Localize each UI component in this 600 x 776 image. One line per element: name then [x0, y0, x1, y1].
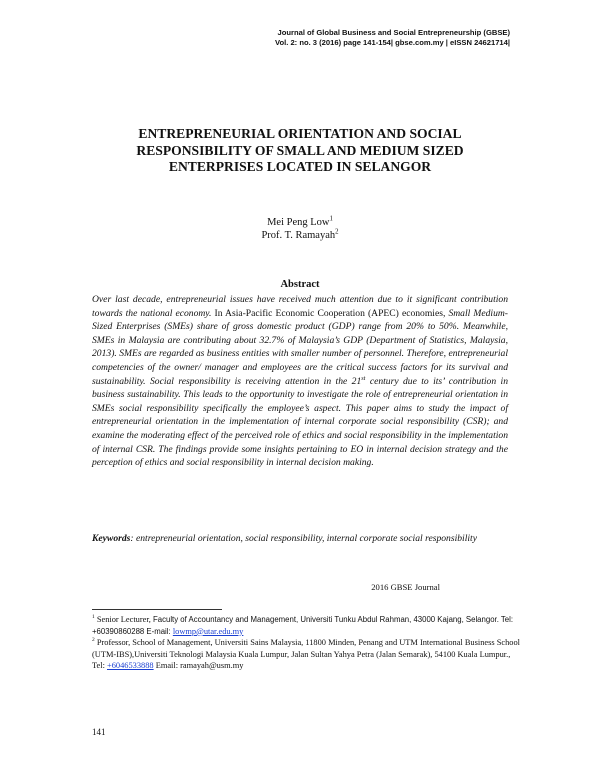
keywords-text: : entrepreneurial orientation, social responsibility, internal corporate social responsibility — [130, 533, 477, 544]
abstract-text-3: century due to its’ contribution in business sustainability. This leads to the opportunity to investigate the role of entrepreneurial orientation in SMEs social responsibility specifically the employee’s aspect. This paper aims to study the impact of entrepreneurial orientation in the implementation of internal corporate social responsibility (CSR); and examine the moderating effect of the perceived role of ethics and social responsibility in the implementation of internal CSR. The findings provide some insights pertaining to EO in internal decision strategy and the perception of ethics and social responsibility in internal decision making. — [92, 375, 508, 469]
author-footnote-mark[interactable]: 2 — [335, 228, 339, 236]
footnote-2-text-b: Email: ramayah@usm.my — [153, 661, 244, 671]
footnote-1-text-a: Senior Lecturer, — [94, 615, 153, 624]
journal-volume-info: Vol. 2: no. 3 (2016) page 141-154| gbse.com.my | eISSN 24621714| — [274, 38, 510, 47]
abstract-text-2: Small Medium-Sized Enterprises (SMEs) share of gross domestic product (GDP) range from 20% to 50%. Meanwhile, SMEs in Malaysia are contributing about 32.7% of Malaysia’s GDP (Department of Statistics, Malaysia, 2013). SMEs are regarded as business entities with smaller number of personnel. Therefore, entrepreneurial competencies of the owner/ manager and employees are the critical success factors for its survival and sustainability. Social responsibility is receiving attention in the 21 — [92, 307, 508, 387]
author-list — [0, 216, 600, 242]
abstract-body — [92, 293, 508, 470]
journal-name: Journal of Global Business and Social Entrepreneurship (GBSE) — [277, 28, 510, 37]
email-link[interactable]: lowmp@utar.edu.my — [172, 626, 244, 636]
footnote-1 — [92, 614, 522, 637]
author-name: Prof. T. Ramayah — [261, 230, 336, 241]
author-1 — [0, 216, 600, 229]
footnote-mark: 2 — [92, 637, 95, 644]
title-line-3: ENTERPRISES LOCATED IN SELANGOR — [168, 159, 432, 174]
author-footnote-mark[interactable]: 1 — [329, 215, 333, 223]
title-line-2: RESPONSIBILITY OF SMALL AND MEDIUM SIZED — [136, 142, 464, 158]
superscript-st: st — [361, 374, 366, 382]
phone-link[interactable]: +6046533888 — [107, 661, 154, 671]
footnotes — [92, 614, 522, 672]
abstract-heading: Abstract — [280, 279, 320, 290]
abstract-text-apec: In Asia-Pacific Economic Cooperation (APEC) economies, — [214, 307, 446, 319]
footnote-1-text-b: Faculty of Accountancy and Management, Universiti Tunku Abdul Rahman, 43000 Kajang, Selangor. Tel: +60390860288 E-mail: — [92, 615, 514, 636]
keywords — [92, 533, 508, 546]
journal-header — [275, 28, 510, 48]
footnote-2 — [92, 637, 522, 672]
author-2 — [0, 229, 600, 242]
footnote-mark: 1 — [92, 614, 95, 621]
author-name: Mei Peng Low — [267, 217, 330, 228]
paper-title — [92, 126, 508, 176]
footnote-2-text-a: Professor, School of Management, Universiti Sains Malaysia, 11800 Minden, Penang and UTM International Business School (UTM-IBS),Universiti Teknologi Malaysia Kuala Lumpur, Jalan Sultan Yahya Petra (Jalan Semarak), 54100 Kuala Lumpur., Tel: — [92, 638, 520, 671]
keywords-label: Keywords — [92, 533, 131, 544]
abstract-text-1: Over last decade, entrepreneurial issues have received much attention due to it significant contribution towards the national economy. — [92, 294, 508, 319]
footnote-divider — [92, 609, 222, 610]
copyright: 2016 GBSE Journal — [371, 582, 440, 592]
page-number: 141 — [92, 727, 106, 737]
title-line-1: ENTREPRENEURIAL ORIENTATION AND SOCIAL — [138, 126, 462, 141]
